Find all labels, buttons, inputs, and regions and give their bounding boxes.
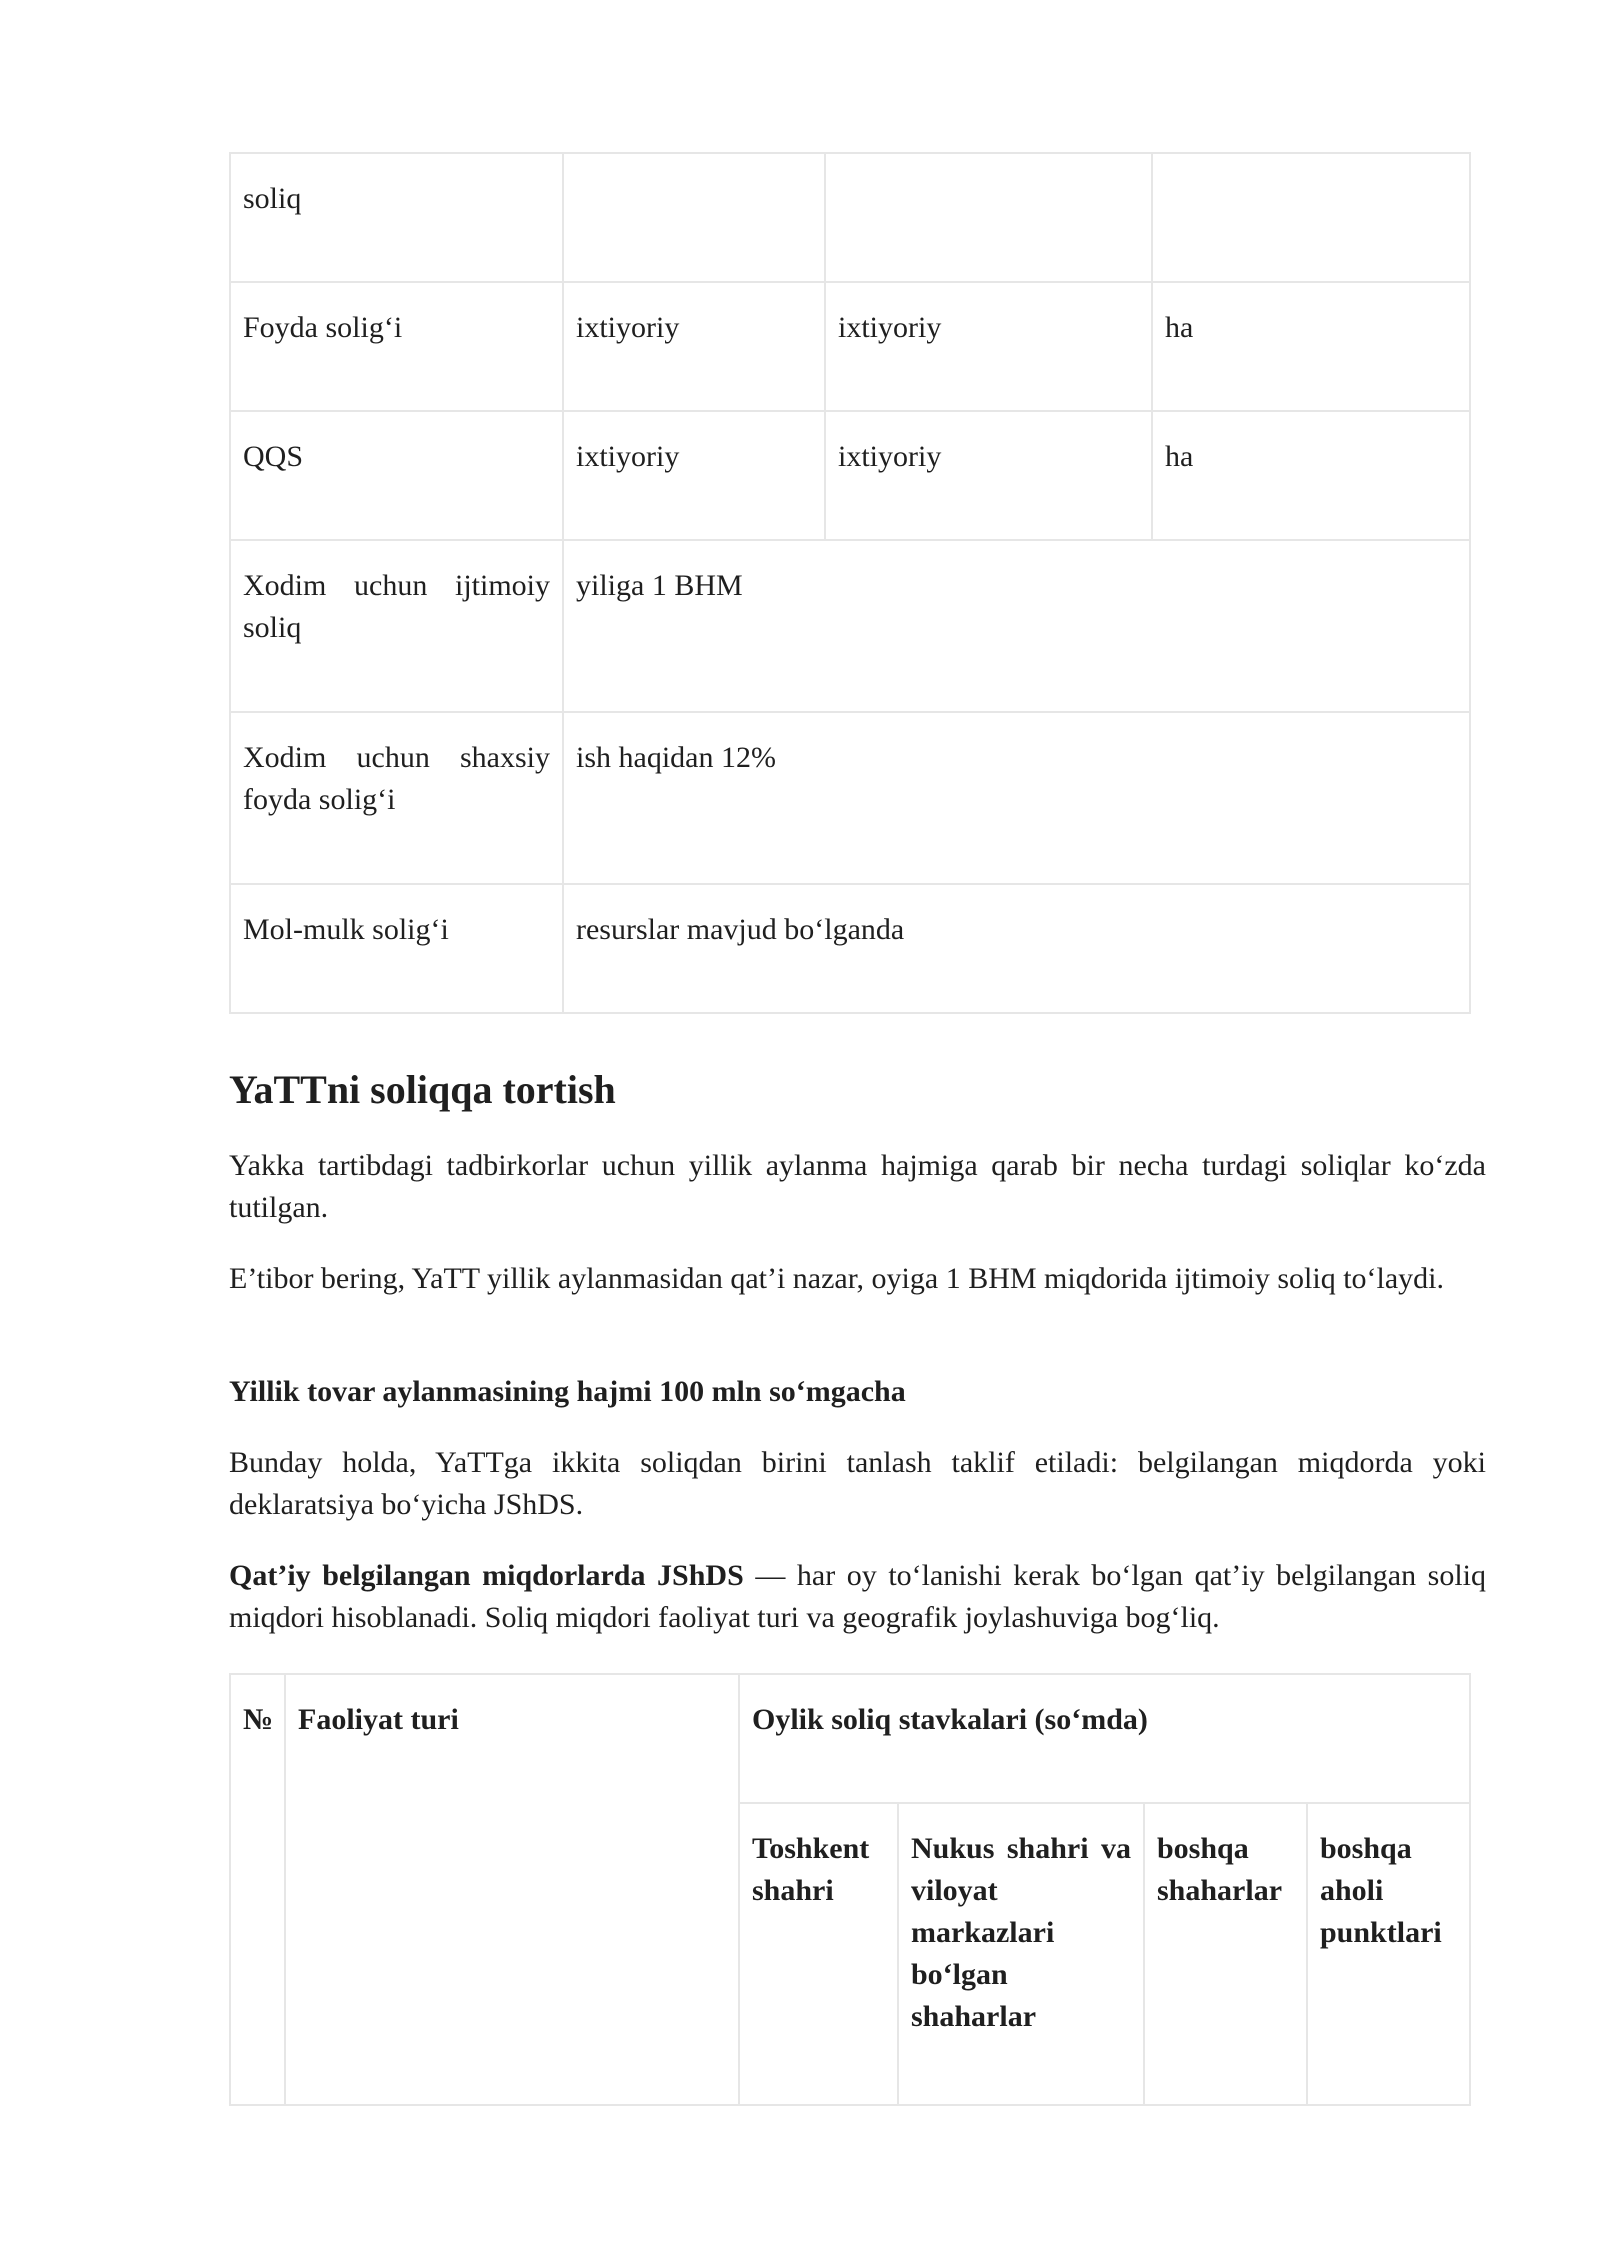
column-header-tashkent: Toshkent shahri [739, 1803, 898, 2105]
paragraph: Yakka tartibdagi tadbirkorlar uchun yillik aylanma hajmiga qarab bir necha turdagi soliqlar ko‘zda tutilgan. [229, 1149, 1486, 1224]
table-row [230, 282, 1470, 411]
table-row [230, 540, 1470, 712]
row-label: Xodim uchun shaxsiy foyda solig‘i [230, 712, 563, 884]
table-row [230, 884, 1470, 1013]
table-cell: yiliga 1 BHM [563, 540, 1470, 712]
paragraph: Bunday holda, YaTTga ikkita soliqdan birini tanlash taklif etiladi: belgilangan miqdorda yoki deklaratsiya bo‘yicha JShDS. [229, 1446, 1486, 1521]
table-row [230, 411, 1470, 540]
table-header-row [230, 1674, 1470, 1803]
section-heading: YaTTni soliqqa tortish [229, 1067, 616, 1112]
table-cell: ha [1152, 282, 1470, 411]
column-header-other-settlements: boshqa aholi punktlari [1307, 1803, 1470, 2105]
row-label: soliq [230, 153, 563, 282]
row-label: Foyda solig‘i [230, 282, 563, 411]
table-cell [1152, 153, 1470, 282]
term-definition: — har oy to‘lanishi kerak bo‘lgan qat’iy belgilangan soliq miqdori hisoblanadi. Soliq miqdori faoliyat turi va geografik joylashuviga bog‘liq. [229, 1559, 1486, 1634]
number-header: № [230, 1674, 285, 2105]
paragraph: E’tibor bering, YaTT yillik aylanmasidan qat’i nazar, oyiga 1 BHM miqdorida ijtimoiy soliq to‘laydi. [229, 1262, 1445, 1295]
table-row [230, 712, 1470, 884]
table-cell: resurslar mavjud bo‘lganda [563, 884, 1470, 1013]
row-label: Xodim uchun ijtimoiy soliq [230, 540, 563, 712]
column-header-nukus: Nukus shahri va viloyat markazlari bo‘lgan shaharlar [898, 1803, 1144, 2105]
subheading-text: Yillik tovar aylanmasining hajmi 100 mln so‘mgacha [229, 1375, 906, 1408]
table-row [230, 153, 1470, 282]
table-cell: ha [1152, 411, 1470, 540]
fixed-rate-table [229, 1673, 1471, 2106]
table-cell: ixtiyoriy [825, 282, 1152, 411]
row-label: QQS [230, 411, 563, 540]
table-cell: ixtiyoriy [563, 411, 825, 540]
rates-header: Oylik soliq stavkalari (so‘mda) [739, 1674, 1470, 1803]
table-cell [825, 153, 1152, 282]
table-cell: ixtiyoriy [825, 411, 1152, 540]
tax-comparison-table [229, 152, 1471, 1014]
column-header-other-cities: boshqa shaharlar [1144, 1803, 1307, 2105]
term-bold: Qat’iy belgilangan miqdorlarda JShDS [229, 1559, 744, 1592]
table-cell: ish haqidan 12% [563, 712, 1470, 884]
paragraph [229, 1555, 1486, 1639]
subheading [229, 1371, 1486, 1413]
table-cell [563, 153, 825, 282]
activity-header: Faoliyat turi [285, 1674, 739, 2105]
row-label: Mol-mulk solig‘i [230, 884, 563, 1013]
table-cell: ixtiyoriy [563, 282, 825, 411]
